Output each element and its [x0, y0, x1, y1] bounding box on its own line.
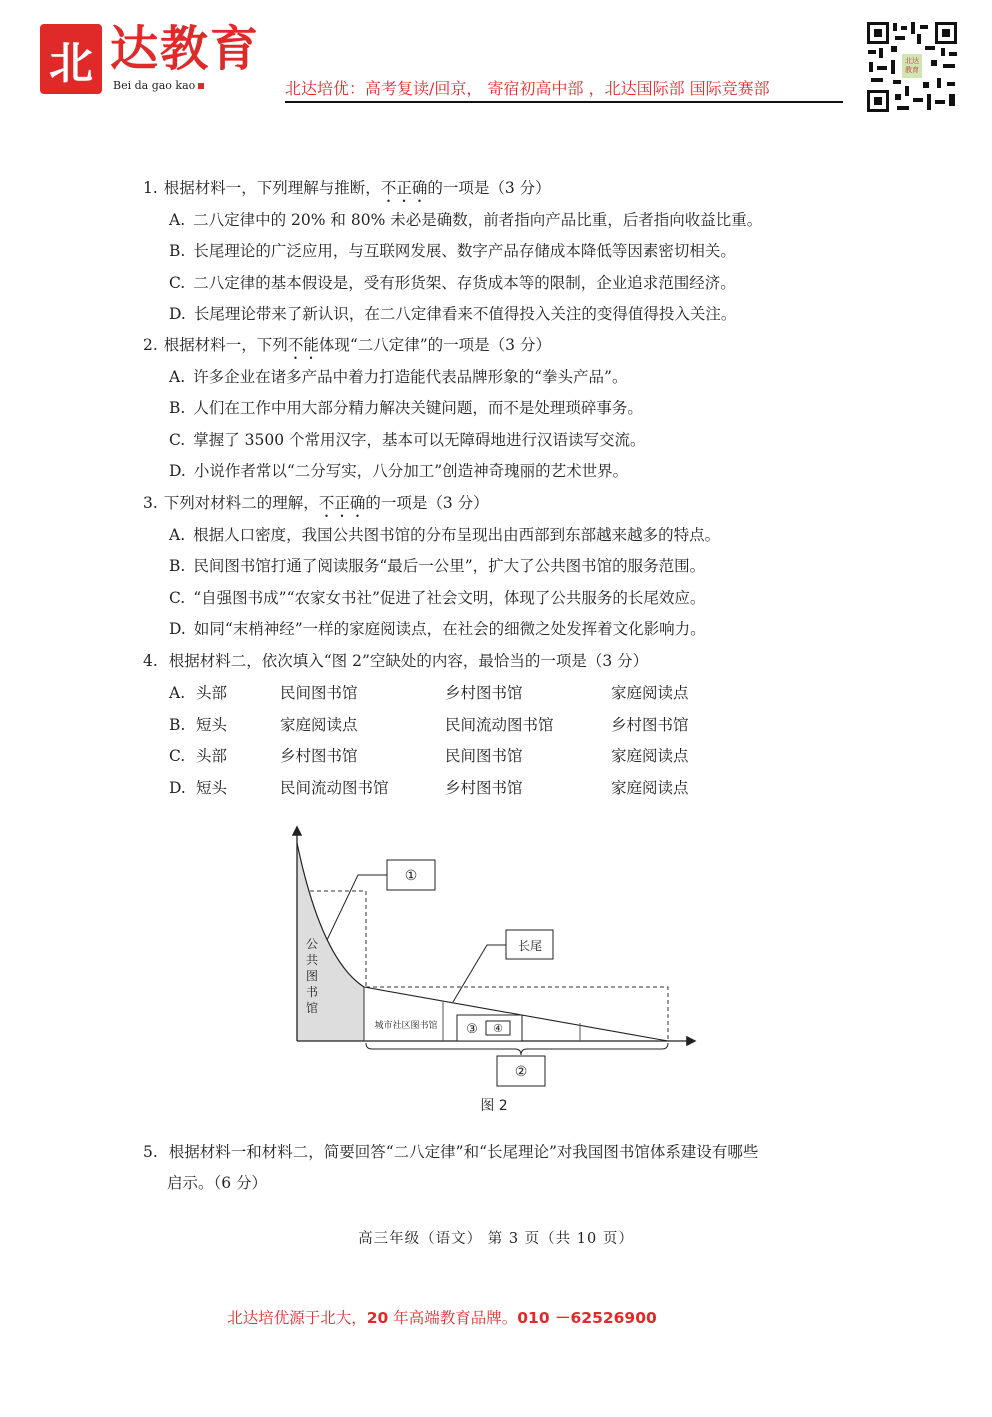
- question-number: 3.: [143, 494, 158, 512]
- question-text: 下列对材料二的理解，: [163, 494, 319, 512]
- question-number: 5.: [143, 1143, 158, 1161]
- option-cell: 家庭阅读点: [280, 715, 358, 734]
- option-label: D.: [169, 305, 186, 324]
- option-text: “自强图书成”“农家女书社”促进了社会文明，体现了公共服务的长尾效应。: [193, 588, 706, 607]
- promo-text: 年高端教育品牌。: [388, 1309, 518, 1327]
- option-label: C.: [169, 588, 186, 607]
- option-cell: 民间流动图书馆: [445, 715, 554, 734]
- option-cell: 头部: [196, 747, 228, 765]
- option-text: 长尾理论的广泛应用，与互联网发展、数字产品存储成本降低等因素密切相关。: [193, 242, 736, 261]
- label-public-library-3: 图: [305, 969, 319, 983]
- label-box-2: ②: [514, 1064, 528, 1080]
- emphasized-text: 不正确: [380, 179, 428, 197]
- question-5-continued: 启示。（6 分）: [167, 1174, 268, 1192]
- option-cell: 民间流动图书馆: [280, 778, 389, 797]
- option-cell: 乡村图书馆: [611, 715, 689, 734]
- logo-pinyin: Bei da gao kao: [113, 79, 196, 92]
- option-label: B.: [169, 399, 186, 418]
- option-label: D.: [169, 620, 186, 639]
- question-number: 2.: [143, 336, 158, 354]
- option-text: 许多企业在诸多产品中着力打造能代表品牌形象的“拳头产品”。: [193, 367, 628, 386]
- question-5: [143, 1142, 758, 1162]
- option-label: A.: [169, 684, 186, 702]
- option-cell: 家庭阅读点: [611, 778, 689, 797]
- question-text: 根据材料一，下列理解与推断，: [163, 179, 381, 197]
- option-label: B.: [169, 557, 186, 576]
- option-cell: 乡村图书馆: [445, 778, 523, 797]
- option-label: A.: [169, 367, 186, 386]
- promo-years: 20: [366, 1309, 389, 1327]
- emphasized-text: 不正确: [318, 494, 366, 512]
- figure-caption: 图 2: [480, 1098, 508, 1114]
- question-number: 4.: [143, 652, 158, 670]
- option-cell: 民间图书馆: [445, 747, 523, 765]
- option-text: 二八定律中的 20% 和 80% 未必是确数，前者指向产品比重，后者指向收益比重。: [193, 210, 763, 229]
- option-label: D.: [169, 462, 186, 481]
- option-label: A.: [169, 210, 186, 229]
- label-public-library-4: 书: [305, 985, 319, 999]
- option-text: 小说作者常以“二分写实，八分加工”创造神奇瑰丽的艺术世界。: [193, 462, 629, 481]
- option-cell: 短头: [196, 778, 228, 797]
- emphasized-text: 不能: [287, 336, 319, 354]
- label-community-library: 城市社区图书馆: [374, 1021, 438, 1031]
- label-public-library-2: 共: [305, 953, 319, 967]
- label-box-4: ④: [493, 1022, 503, 1035]
- promo-banner: [0, 1306, 884, 1328]
- label-box-3: ③: [466, 1022, 478, 1037]
- logo-char: 北: [49, 38, 93, 89]
- leader-line-long-tail: [453, 945, 506, 1002]
- option-label: B.: [169, 242, 186, 261]
- option-text: 掌握了 3500 个常用汉字，基本可以无障碍地进行汉语读写交流。: [193, 430, 646, 449]
- label-public-library-5: 馆: [305, 1001, 319, 1015]
- option-cell: 短头: [196, 715, 228, 734]
- leader-line-1: [327, 875, 387, 940]
- question-text: 根据材料一，下列: [163, 336, 288, 354]
- option-cell: 家庭阅读点: [611, 747, 689, 765]
- question-text: 根据材料一和材料二，简要回答“二八定律”和“长尾理论”对我国图书馆体系建设有哪些: [168, 1143, 759, 1161]
- label-long-tail: 长尾: [517, 939, 543, 953]
- option-text: 根据人口密度，我国公共图书馆的分布呈现出由西部到东部越来越多的特点。: [193, 525, 721, 544]
- option-cell: 民间图书馆: [280, 684, 358, 702]
- label-box-1: ①: [404, 868, 418, 884]
- option-label: C.: [169, 273, 186, 292]
- option-text: 人们在工作中用大部分精力解决关键问题，而不是处理琐碎事务。: [193, 399, 643, 418]
- question-number: 1.: [143, 179, 158, 197]
- option-text: 二八定律的基本假设是，受有形货架、存货成本等的限制，企业追求范围经济。: [193, 273, 736, 292]
- label-public-library-1: 公: [305, 937, 319, 951]
- page-footer: 高三年级（语文） 第 3 页（共 10 页）: [358, 1231, 634, 1247]
- question-text: 的一项是（3 分）: [427, 179, 551, 197]
- promo-phone: 010 －62526900: [517, 1309, 657, 1327]
- option-cell: 家庭阅读点: [611, 684, 689, 702]
- logo-name: 达教育: [110, 21, 261, 77]
- option-label: B.: [169, 715, 186, 734]
- option-text: 民间图书馆打通了阅读服务“最后一公里”，扩大了公共图书馆的服务范围。: [193, 557, 706, 576]
- question-text: 根据材料二，依次填入“图 2”空缺处的内容，最恰当的一项是（3 分）: [168, 652, 649, 670]
- question-text: 的一项是（3 分）: [365, 494, 489, 512]
- option-text: 长尾理论带来了新认识，在二八定律看来不值得投入关注的变得值得投入关注。: [193, 305, 737, 324]
- option-cell: 乡村图书馆: [445, 684, 523, 702]
- qr-center-label: 北达教育: [902, 54, 922, 78]
- promo-text: 北达培优源于北大，: [227, 1309, 367, 1327]
- brace: [366, 1043, 668, 1055]
- option-cell: 乡村图书馆: [280, 747, 358, 765]
- option-label: A.: [169, 525, 186, 544]
- header-slogan: 北达培优：高考复读/回京， 寄宿初高中部 ，北达国际部 国际竞赛部: [285, 79, 770, 98]
- option-label: C.: [169, 747, 186, 765]
- option-label: C.: [169, 430, 186, 449]
- option-label: D.: [169, 778, 186, 797]
- option-cell: 头部: [196, 684, 228, 702]
- question-text: 体现“二八定律”的一项是（3 分）: [318, 336, 551, 354]
- option-text: 如同“末梢神经”一样的家庭阅读点，在社会的细微之处发挥着文化影响力。: [193, 620, 706, 639]
